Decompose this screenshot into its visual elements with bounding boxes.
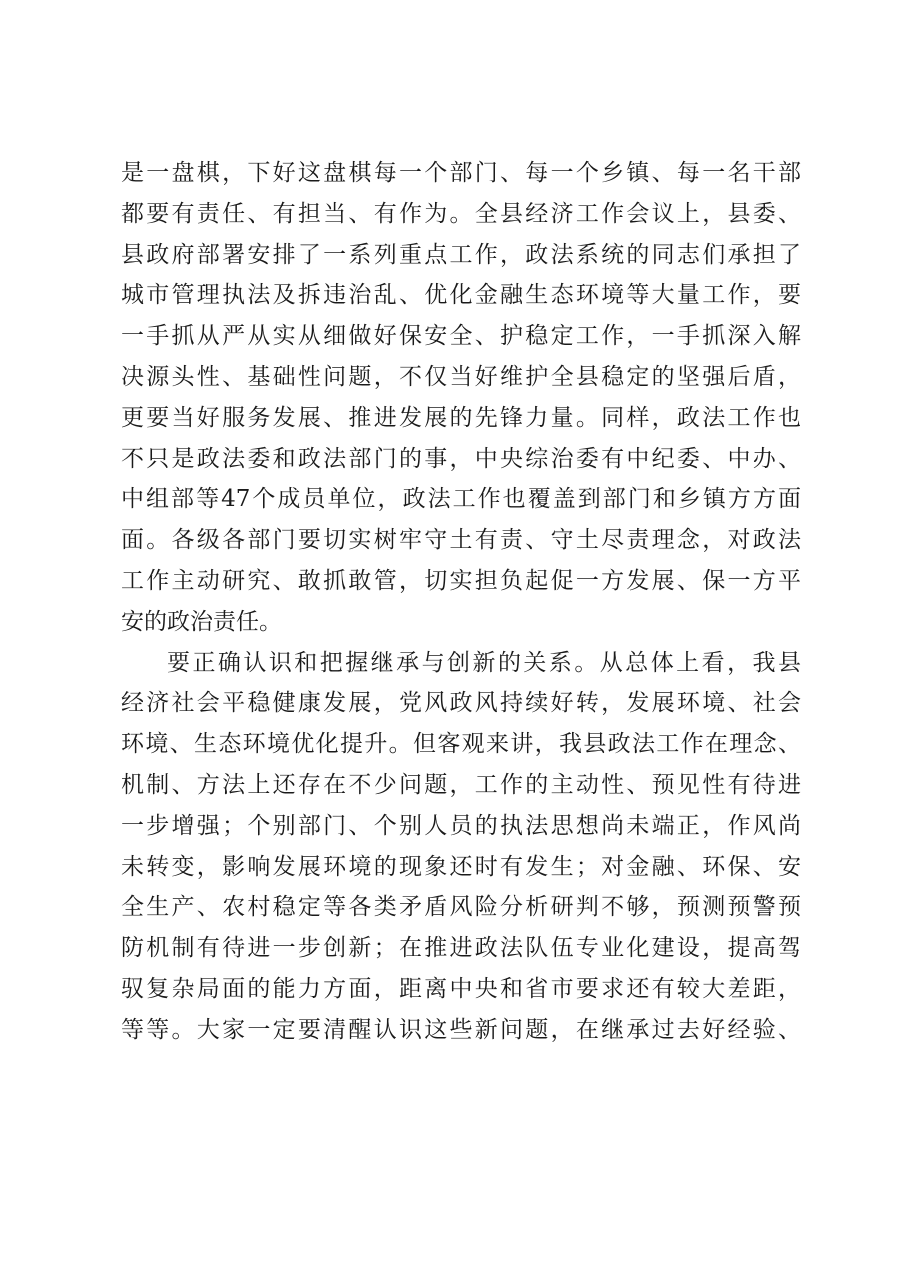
text-line: 要正确认识和把握继承与创新的关系。从总体上看，我县 bbox=[167, 649, 801, 676]
text-line: 不只是政法委和政法部门的事，中央综治委有中纪委、中办、 bbox=[121, 445, 801, 472]
text-line: 面。各级各部门要切实树牢守土有责、守土尽责理念，对政法 bbox=[121, 527, 801, 554]
text-line: 更要当好服务发展、推进发展的先锋力量。同样，政法工作也 bbox=[121, 404, 801, 431]
text-line: 机制、方法上还存在不少问题，工作的主动性、预见性有待进 bbox=[121, 771, 801, 798]
paragraph bbox=[121, 153, 801, 643]
text-line: 驭复杂局面的能力方面，距离中央和省市要求还有较大差距， bbox=[121, 975, 801, 1002]
text-line: 经济社会平稳健康发展，党风政风持续好转，发展环境、社会 bbox=[121, 690, 801, 717]
text-line: 是一盘棋，下好这盘棋每一个部门、每一个乡镇、每一名干部 bbox=[121, 160, 801, 186]
text-line: 一步增强；个别部门、个别人员的执法思想尚未端正，作风尚 bbox=[121, 812, 801, 839]
text-line: 决源头性、基础性问题，不仅当好维护全县稳定的坚强后盾， bbox=[121, 363, 801, 390]
text-line: 未转变，影响发展环境的现象还时有发生；对金融、环保、安 bbox=[121, 853, 801, 880]
text-line: 城市管理执法及拆违治乱、优化金融生态环境等大量工作，要 bbox=[121, 282, 801, 309]
paragraph bbox=[121, 643, 801, 1051]
text-line: 一手抓从严从实从细做好保安全、护稳定工作，一手抓深入解 bbox=[121, 323, 801, 350]
text-line: 工作主动研究、敢抓敢管，切实担负起促一方发展、保一方平 bbox=[121, 567, 801, 594]
text-line: 防机制有待进一步创新；在推进政法队伍专业化建设，提高驾 bbox=[121, 935, 801, 962]
text-line: 等等。大家一定要清醒认识这些新问题，在继承过去好经验、 bbox=[121, 1016, 801, 1043]
document-body bbox=[121, 153, 801, 1051]
text-line: 县政府部署安排了一系列重点工作，政法系统的同志们承担了 bbox=[121, 241, 801, 268]
text-line: 都要有责任、有担当、有作为。全县经济工作会议上，县委、 bbox=[121, 200, 801, 227]
text-line: 中组部等47个成员单位，政法工作也覆盖到部门和乡镇方方面 bbox=[121, 486, 801, 513]
text-line: 安的政治责任。 bbox=[121, 608, 282, 635]
text-line: 环境、生态环境优化提升。但客观来讲，我县政法工作在理念、 bbox=[121, 731, 801, 758]
text-line: 全生产、农村稳定等各类矛盾风险分析研判不够，预测预警预 bbox=[121, 894, 801, 921]
